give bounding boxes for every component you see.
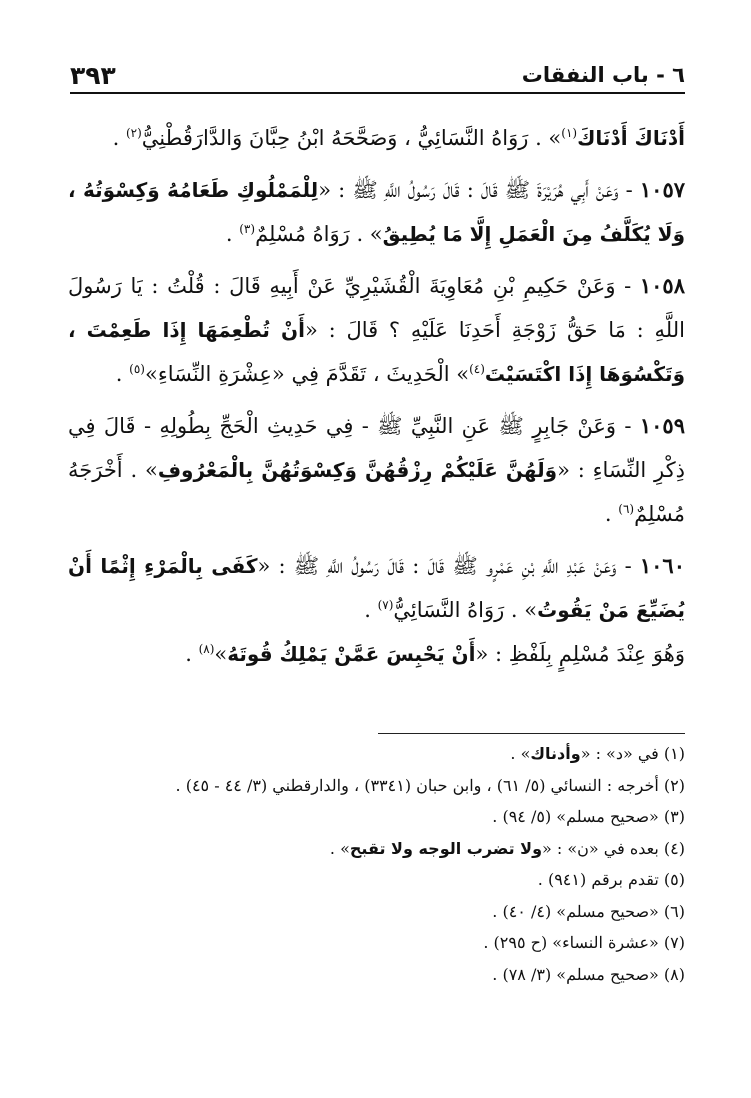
chapter-title: ٦ - باب النفقات: [521, 63, 685, 87]
punctuation: .: [112, 126, 126, 150]
footnote-3: [65, 801, 685, 833]
footnote-1: [65, 738, 685, 770]
punctuation: .: [604, 502, 619, 526]
punctuation: .: [225, 222, 240, 246]
footnote-text: (٢) أخرجه : النسائي (٥/ ٦١) ، وابن حبان (٣٣٤١) ، والدارقطني (٣/ ٤٤ - ٤٥) .: [175, 775, 685, 795]
isnad-text: - وَعَنْ عَبْدِ اللَّهِ بْنِ عَمْرٍو ﷺ قَالَ : قَالَ رَسُولُ اللَّهِ ﷺ : «: [257, 554, 640, 578]
footnote-text: (٧) «عشرة النساء» (ح ٢٩٥) .: [483, 933, 685, 952]
hadith-text: كَفَى بِالْمَرْءِ إِثْمًا أَنْ يُضَيِّعَ مَنْ يَقُوتُ: [68, 554, 685, 622]
narration-text: » الْحَدِيثَ ، تَقَدَّمَ فِي «عِشْرَةِ النِّسَاءِ»: [144, 362, 470, 386]
footnote-2: [65, 770, 685, 802]
hadith-1060: [68, 544, 685, 632]
punctuation: .: [364, 598, 378, 622]
footnote-text: (٤) بعده في «ن» : «: [542, 838, 685, 858]
hadith-number: ١٠٦٠: [639, 553, 685, 578]
footnote-text: (٣) «صحيح مسلم» (٥/ ٩٤) .: [492, 807, 685, 826]
narration-text: »: [214, 642, 228, 666]
footnote-marker: (١): [561, 126, 578, 140]
footnote-7: [65, 927, 685, 959]
narration-text: » . أَخْرَجَهُ مُسْلِمٌ: [68, 458, 685, 526]
hadith-1058: [68, 264, 685, 396]
narration-text: » . رَوَاهُ مُسْلِمٌ: [255, 222, 383, 246]
hadith-number: ١٠٥٨: [639, 273, 685, 298]
page-number: ٣٩٣: [70, 60, 116, 90]
punctuation: .: [185, 642, 199, 666]
isnad-text: - وَعَنْ حَكِيمِ بْنِ مُعَاوِيَةَ الْقُشَيْرِيِّ عَنْ أَبِيهِ قَالَ : قُلْتُ : يَا رَسُولَ اللَّهِ : مَا حَقُّ زَوْجَةِ أَحَدِنَا عَلَيْهِ ؟ قَالَ : «: [68, 274, 685, 342]
narration-text: » . رَوَاهُ النَّسَائِيُّ ، وَصَحَّحَهُ ابْنُ حِبَّانَ وَالدَّارَقُطْنِيُّ: [141, 126, 562, 150]
hadith-text: لِلْمَمْلُوكِ طَعَامُهُ وَكِسْوَتُهُ ، وَلَا يُكَلَّفُ مِنَ الْعَمَلِ إِلَّا مَا يُطِيقُ: [68, 178, 685, 246]
footnote-text: » .: [510, 744, 531, 763]
footnote-variant: وأدناك: [530, 744, 581, 763]
isnad-text: - وَعَنْ جَابِرٍ ﷺ عَنِ النَّبِيِّ ﷺ - فِي حَدِيثِ الْحَجِّ بِطُولِهِ - قَالَ فِي ذِكْرِ النِّسَاءِ : «: [68, 414, 685, 482]
narration-text: » . رَوَاهُ النَّسَائِيُّ: [393, 598, 538, 622]
isnad-text: - وَعَنْ أَبِي هُرَيْرَةَ ﷺ قَالَ : قَالَ رَسُولُ اللَّهِ ﷺ : «: [318, 178, 640, 202]
hadith-text: وَلَهُنَّ عَلَيْكُمْ رِزْقُهُنَّ وَكِسْوَتُهُنَّ بِالْمَعْرُوفِ: [157, 458, 558, 482]
paragraph-continuation: [68, 116, 685, 160]
hadith-1060-variant: [68, 632, 685, 676]
hadith-1059: [68, 404, 685, 536]
footnote-8: [65, 959, 685, 991]
footnote-separator: [378, 733, 685, 734]
hadith-text: أَنْ يَحْبِسَ عَمَّنْ يَمْلِكُ قُوتَهُ: [227, 642, 476, 666]
footnote-variant: ولا تضرب الوجه ولا تقبح: [349, 838, 543, 858]
footnote-text: » .: [329, 838, 350, 858]
footnote-text: (١) في «د» : «: [580, 744, 685, 763]
hadith-number: ١٠٥٧: [639, 177, 686, 202]
hadith-1057: [68, 168, 685, 256]
footnote-4: [65, 833, 685, 865]
punctuation: .: [115, 362, 130, 386]
footnote-5: [65, 864, 685, 896]
hadith-text: أَدْنَاكَ أَدْنَاكَ: [577, 126, 685, 150]
hadith-number: ١٠٥٩: [639, 413, 685, 438]
main-text: [68, 116, 685, 676]
hadith-text: أَنْ تُطْعِمَهَا إِذَا طَعِمْتَ ، وَتَكْسُوَهَا إِذَا اكْتَسَيْتَ: [68, 318, 685, 386]
footnote-6: [65, 896, 685, 928]
footnote-marker: (٥): [129, 362, 145, 376]
footnote-marker: (٣): [239, 222, 256, 236]
footnote-marker: (٢): [125, 126, 142, 140]
footnote-marker: (٨): [198, 642, 215, 656]
footnote-marker: (٦): [618, 502, 635, 516]
page-header: [70, 58, 685, 94]
isnad-text: وَهُوَ عِنْدَ مُسْلِمٍ بِلَفْظِ : «: [475, 642, 685, 666]
footnotes: [65, 738, 685, 990]
footnote-marker: (٧): [377, 598, 394, 612]
footnote-text: (٦) «صحيح مسلم» (٤/ ٤٠) .: [492, 901, 685, 921]
footnote-text: (٨) «صحيح مسلم» (٣/ ٧٨) .: [492, 964, 685, 984]
footnote-text: (٥) تقدم برقم (٩٤١) .: [537, 870, 685, 889]
footnote-marker: (٤): [469, 362, 485, 376]
